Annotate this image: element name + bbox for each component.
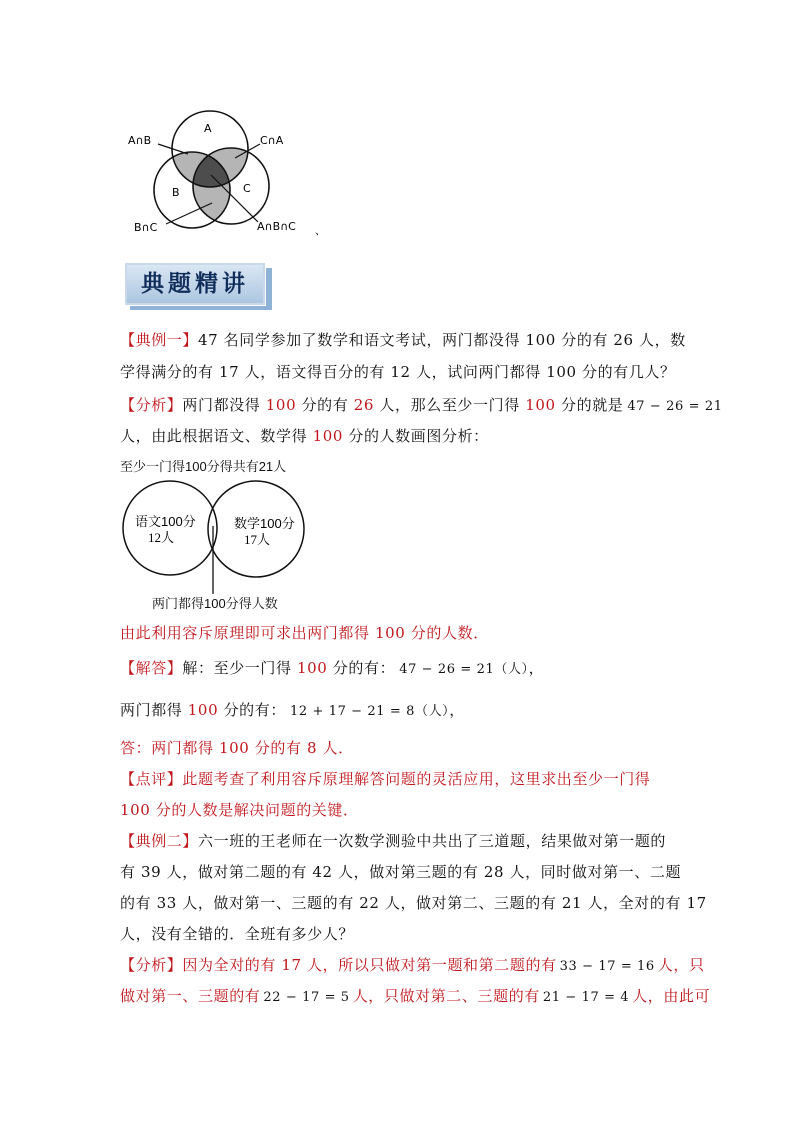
analysis1-text: 人，由此根据语文、数学得: [120, 427, 313, 445]
analysis1-text: 分的就是: [555, 396, 624, 414]
analysis1-text: 分的人数画图分析：: [343, 427, 489, 445]
banner-title: 典题精讲: [141, 270, 249, 297]
example2-line3: 的有 33 人，做对第一、三题的有 22 人，做对第二、三题的有 21 人，全对的有 17: [120, 894, 707, 912]
answer1-text: ，: [528, 659, 545, 677]
example1-text1: 47 名同学参加了数学和语文考试，两门都没得 100 分的有 26 人，数: [198, 331, 686, 349]
answer1-num: 100: [296, 659, 328, 677]
analysis2-text: 做对第一、三题的有: [120, 987, 261, 1005]
analysis1-line2: [120, 426, 489, 446]
label-b: B: [172, 186, 180, 199]
comment1-text: 分的人数是解决问题的关键．: [150, 801, 359, 819]
answer1-text: 人．: [317, 739, 354, 757]
venn-shading: [118, 100, 338, 240]
trailing-mark: 、: [315, 224, 326, 237]
label-ca: C∩A: [260, 134, 284, 147]
answer1-tag: 【解答】: [120, 659, 183, 677]
analysis1-num: 100: [265, 396, 297, 414]
answer1-text: 分的有: [249, 739, 307, 757]
analysis2-text: 人，所以只做对第一题和第二题的有: [301, 956, 557, 974]
answer1-num: 8: [306, 739, 318, 757]
label-a: A: [204, 122, 212, 135]
analysis2-formula: 21 − 17 = 4: [542, 990, 630, 1005]
conclusion1-text: 由此利用容斥原理即可求出两门都得: [120, 624, 375, 642]
label-c: C: [243, 182, 251, 195]
answer1-num: 100: [218, 739, 250, 757]
comment1-text: 此题考查了利用容斥原理解答问题的灵活应用，这里求出至少一门得: [182, 770, 651, 788]
example2-tag: 【典例二】: [120, 832, 199, 850]
example2-text: 六一班的王老师在一次数学测验中共出了三道题，结果做对第一题的: [198, 832, 667, 850]
analysis2-line1: [120, 955, 705, 977]
label-ab: A∩B: [128, 134, 152, 147]
analysis2-formula: 33 − 17 = 16: [559, 959, 655, 974]
math-count: 17人: [244, 532, 271, 547]
conclusion1-num: 100: [374, 624, 406, 642]
answer1-num: 100: [187, 701, 219, 719]
answer1-line1: [120, 658, 544, 680]
analysis1-text: 人，那么至少一门得: [374, 396, 526, 414]
conclusion1-text: 分的人数．: [405, 624, 489, 642]
answer1-text: 分的有：: [218, 701, 286, 719]
section-banner: [124, 262, 266, 306]
answer1-line3: [120, 738, 354, 758]
analysis2-formula: 22 − 17 = 5: [263, 990, 350, 1005]
analysis1-text: 两门都没得: [182, 396, 266, 414]
chinese-label: 语文100分: [135, 514, 196, 529]
analysis2-tag: 【分析】: [120, 956, 183, 974]
analysis1-num: 100: [312, 427, 344, 445]
analysis1-num: 26: [353, 396, 375, 414]
comment1-line1: [120, 769, 650, 789]
analysis2-text: 人，只做对第二、三题的有: [352, 987, 540, 1005]
venn2-title: 至少一门得100分得共有21人: [120, 459, 287, 474]
analysis2-line2: [120, 986, 710, 1008]
label-abc: A∩B∩C: [257, 220, 296, 233]
chinese-count: 12人: [148, 530, 175, 545]
answer1-formula: 12 + 17 − 21 = 8（人）: [290, 704, 450, 719]
answer1-text: ，: [449, 701, 465, 719]
comment1-tag: 【点评】: [120, 770, 183, 788]
analysis1-tag: 【分析】: [120, 396, 183, 414]
example2-line4: 人，没有全错的．全班有多少人？: [120, 925, 355, 943]
label-bc: B∩C: [134, 221, 158, 234]
analysis2-text: 人，由此可: [632, 987, 711, 1005]
answer1-text: 分的有：: [327, 659, 396, 677]
analysis1-formula: 47 − 26 = 21: [627, 399, 723, 414]
analysis1-line1: [120, 395, 723, 417]
example2-line2: 有 39 人，做对第二题的有 42 人，做对第三题的有 28 人，同时做对第一、二题: [120, 863, 682, 881]
comment1-line2: [120, 800, 359, 820]
analysis1-num: 100: [525, 396, 556, 414]
venn2-bottom-label: 两门都得100分得人数: [152, 596, 278, 611]
conclusion1-line: [120, 623, 489, 643]
math-label: 数学100分: [234, 516, 295, 531]
answer1-text: 解：至少一门得: [182, 659, 297, 677]
example1-tag: 【典例一】: [120, 331, 199, 349]
analysis2-text: 人，只: [657, 956, 705, 974]
example1-line2: 学得满分的有 17 人，语文得百分的有 12 人，试问两门都得 100 分的有几人？: [120, 363, 676, 381]
analysis2-text: 因为全对的有: [182, 956, 282, 974]
venn-three-sets: [118, 100, 338, 240]
example2-line1: [120, 831, 666, 851]
analysis2-num: 17: [281, 956, 302, 974]
example1-line1: [120, 330, 686, 350]
answer1-line2: [120, 700, 465, 722]
answer1-formula: 47 − 26 = 21（人）: [399, 662, 529, 677]
comment1-num: 100: [120, 801, 151, 819]
analysis1-text: 分的有: [296, 396, 354, 414]
answer1-text: 两门都得: [120, 701, 188, 719]
answer1-text: 答：两门都得: [120, 739, 219, 757]
